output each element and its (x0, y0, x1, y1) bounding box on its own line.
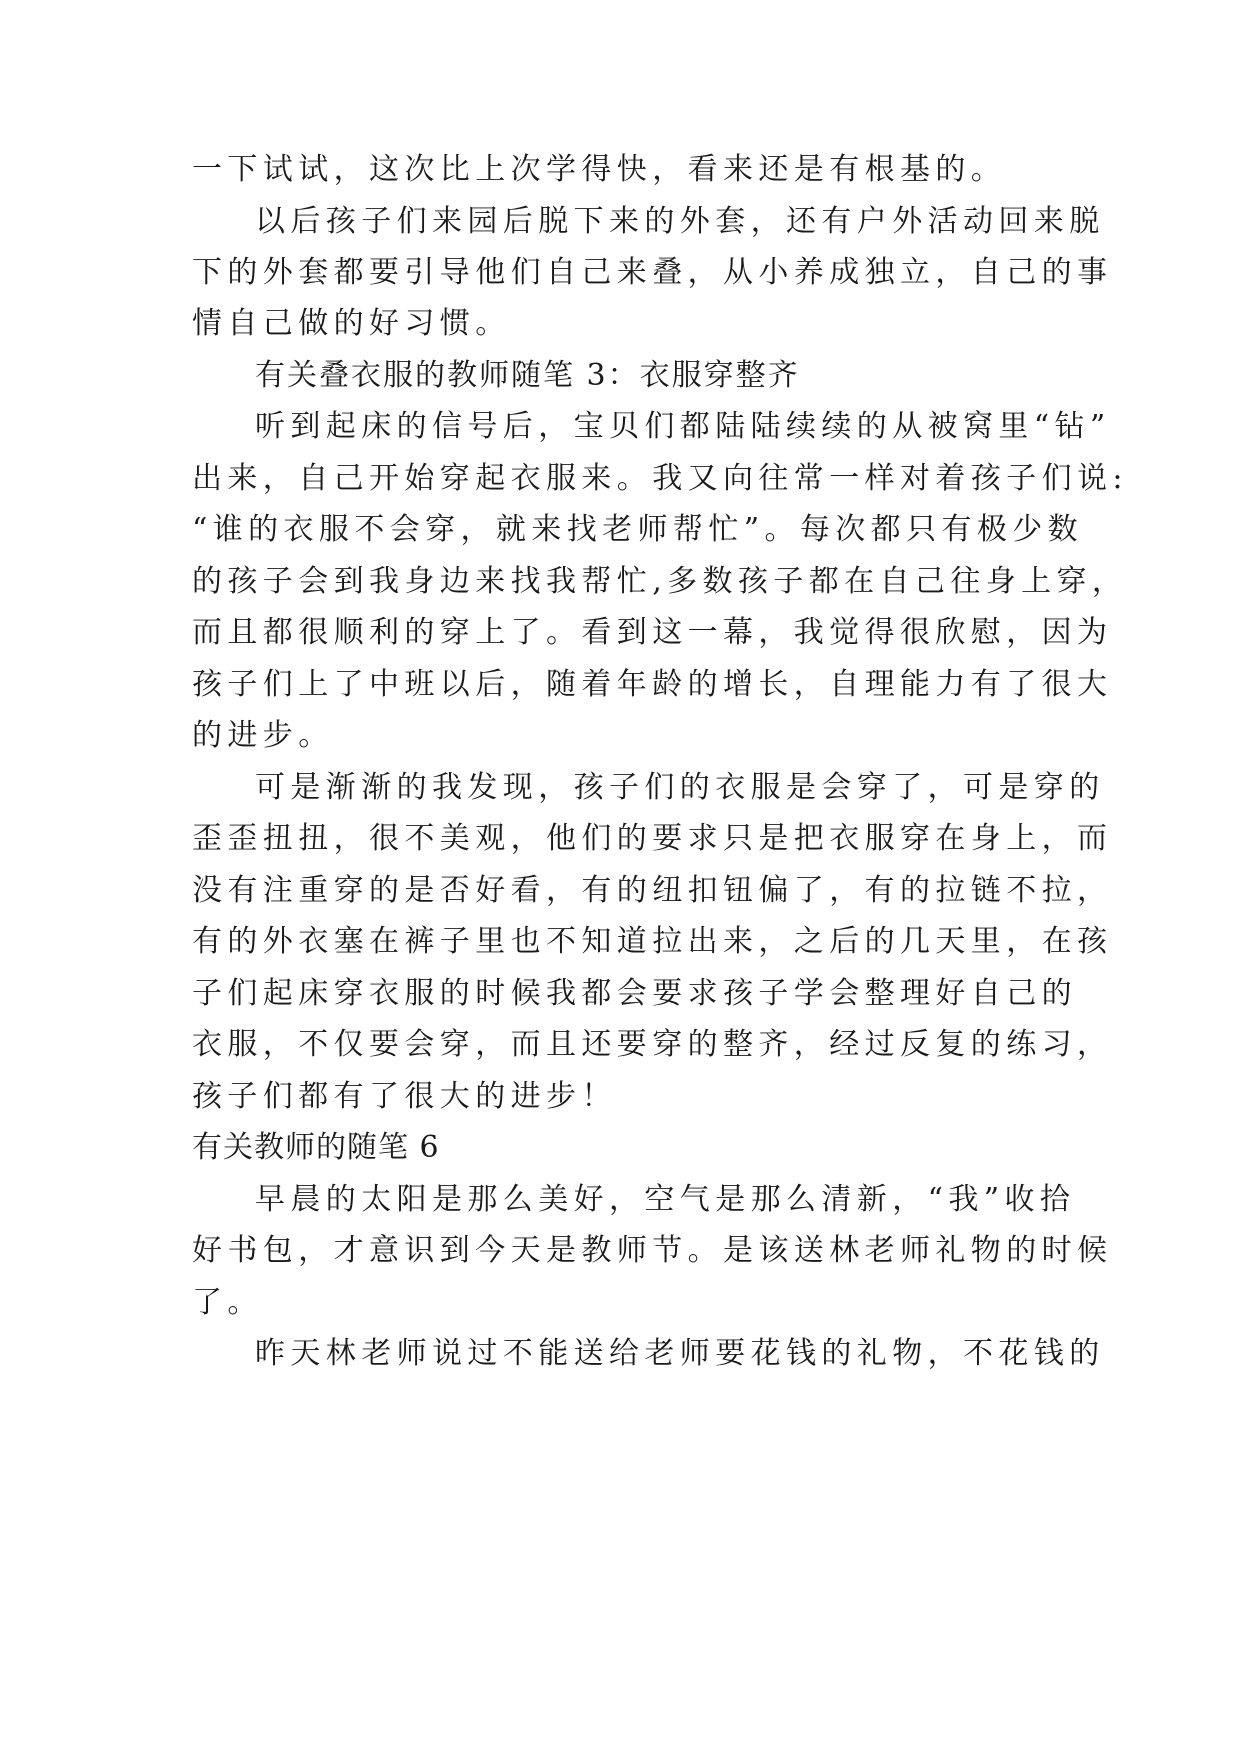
text-line: 好书包，才意识到今天是教师节。是该送林老师礼物的时候 (192, 1233, 1113, 1268)
text-line: 昨天林老师说过不能送给老师要花钱的礼物，不花钱的 (255, 1336, 1105, 1371)
text-line: 下的外套都要引导他们自己来叠，从小养成独立，自己的事 (192, 255, 1113, 290)
text-line: 而且都很顺利的穿上了。看到这一幕，我觉得很欣慰，因为 (192, 615, 1113, 650)
text-line: 孩子们都有了很大的进步！ (192, 1079, 617, 1114)
text-line: 可是渐渐的我发现，孩子们的衣服是会穿了，可是穿的 (255, 770, 1105, 805)
text-line: 听到起床的信号后，宝贝们都陆陆续续的从被窝里“钻” (255, 409, 1111, 444)
text-line: 情自己做的好习惯。 (192, 306, 511, 341)
text-line: 没有注重穿的是否好看，有的纽扣钮偏了，有的拉链不拉， (192, 873, 1113, 908)
text-line: 的进步。 (192, 718, 334, 753)
section-heading: 有关叠衣服的教师随笔 3：衣服穿整齐 (255, 358, 800, 393)
text-line: 出来，自己开始穿起衣服来。我又向往常一样对着孩子们说: (192, 461, 1128, 496)
text-line: 的孩子会到我身边来找我帮忙,多数孩子都在自己往身上穿， (192, 564, 1128, 599)
text-line: 早晨的太阳是那么美好，空气是那么清新，“我”收拾 (255, 1182, 1076, 1217)
text-line: 歪歪扭扭，很不美观，他们的要求只是把衣服穿在身上，而 (192, 821, 1113, 856)
text-line: 有的外衣塞在裤子里也不知道拉出来，之后的几天里，在孩 (192, 924, 1113, 959)
text-line: 子们起床穿衣服的时候我都会要求孩子学会整理好自己的 (192, 976, 1077, 1011)
text-line: 孩子们上了中班以后，随着年龄的增长，自理能力有了很大 (192, 667, 1113, 702)
article-heading: 有关教师的随笔 6 (192, 1130, 440, 1165)
text-line: 一下试试，这次比上次学得快，看来还是有根基的。 (192, 152, 1007, 187)
text-line: 了。 (192, 1285, 263, 1320)
text-line: “谁的衣服不会穿，就来找老师帮忙”。每次都只有极少数 (192, 512, 1084, 547)
text-line: 衣服，不仅要会穿，而且还要穿的整齐，经过反复的练习， (192, 1027, 1113, 1062)
text-line: 以后孩子们来园后脱下来的外套，还有户外活动回来脱 (255, 204, 1105, 239)
